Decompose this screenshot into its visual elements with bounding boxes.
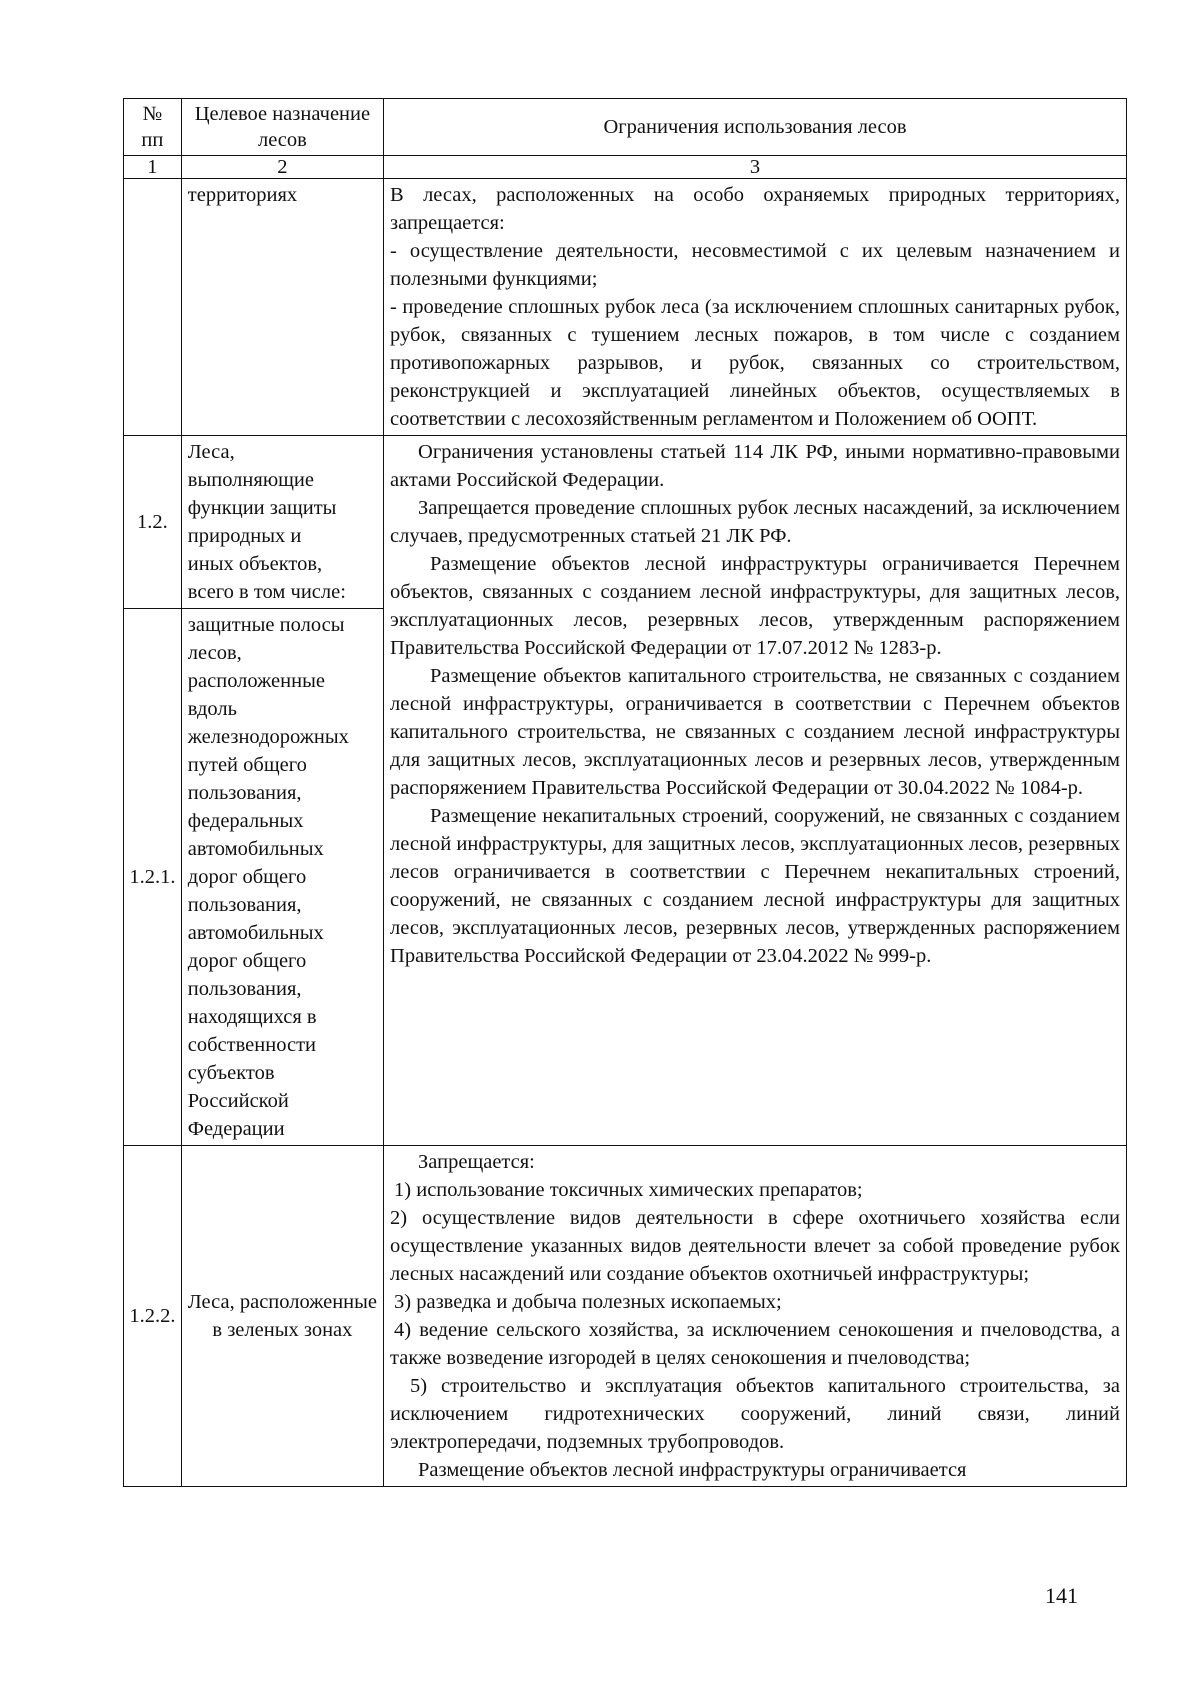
column-number-1: 1 [124, 156, 182, 179]
purpose-line: федеральных [187, 810, 304, 832]
purpose-line: всего в том числе: [187, 581, 346, 603]
restriction-paragraph: - проведение сплошных рубок леса (за исключением сплошных санитарных рубок, рубок, связанных с тушением лесных пожаров, в том числе с созданием противопожарных разрывов, и рубок, связанных со строительством, реконструкцией и эксплуатацией линейных объектов, осуществляемых в соответствии с лесохозяйственным регламентом и Положением об ООПТ. [390, 296, 1120, 430]
table-row [124, 436, 1127, 609]
row-restrictions [384, 1146, 1127, 1487]
column-number-3: 3 [384, 156, 1127, 179]
restriction-paragraph: 5) строительство и эксплуатация объектов капитального строительства, за исключением гидротехнических сооружений, линий связи, линий электропередачи, подземных трубопроводов. [390, 1375, 1120, 1453]
row-number: 1.2.2. [124, 1146, 182, 1487]
restriction-paragraph: Размещение объектов лесной инфраструктуры ограничивается Перечнем объектов, связанных с созданием лесной инфраструктуры, для защитных лесов, эксплуатационных лесов, резервных лесов, утвержденным распоряжением Правительства Российской Федерации от 17.07.2012 № 1283-р. [390, 553, 1120, 659]
purpose-line: железнодорожных [187, 726, 349, 748]
row-number: 1.2. [124, 436, 182, 609]
restriction-paragraph: Запрещается: [418, 1151, 535, 1173]
purpose-line: выполняющие [187, 469, 314, 491]
row-purpose [181, 609, 383, 1146]
header-purpose: Целевое назначение лесов [181, 99, 383, 156]
restriction-paragraph: 4) ведение сельского хозяйства, за исключением сенокошения и пчеловодства, а также возведение изгородей в целях сенокошения и пчеловодства; [390, 1319, 1120, 1369]
merged-restrictions-cell [384, 436, 1127, 1146]
row-purpose: территориях [181, 179, 383, 436]
restriction-paragraph: Размещение некапитальных строений, сооружений, не связанных с созданием лесной инфраструктуры, для защитных лесов, эксплуатационных лесов, резервных лесов ограничивается в соответствии с Перечнем некапитальных строений, сооружений, не связанных с созданием лесной инфраструктуры для защитных лесов, эксплуатационных лесов, резервных лесов, утвержденных распоряжением Правительства Российской Федерации от 23.04.2022 № 999-р. [390, 805, 1120, 967]
purpose-line: пользования, [187, 978, 302, 1000]
purpose-line: субъектов [187, 1062, 275, 1084]
header-restrictions: Ограничения использования лесов [384, 99, 1127, 156]
page-number: 141 [1045, 1583, 1078, 1608]
row-purpose [181, 436, 383, 609]
purpose-line: лесов, [187, 642, 242, 664]
header-number: № пп [124, 99, 182, 156]
purpose-line: собственности [187, 1034, 317, 1056]
purpose-line: автомобильных [187, 838, 324, 860]
purpose-line: путей общего [187, 754, 307, 776]
restriction-paragraph: Размещение объектов капитального строительства, не связанных с созданием лесной инфраструктуры, ограничивается в соответствии с Перечнем объектов капитального строительства, не связанных с созданием лесной инфраструктуры для защитных лесов, эксплуатационных лесов и резервных лесов, утвержденным распоряжением Правительства Российской Федерации от 30.04.2022 № 1084-р. [390, 665, 1120, 799]
purpose-line: расположенные [187, 670, 325, 692]
purpose-line: Российской [187, 1090, 289, 1112]
table-row [124, 179, 1127, 436]
column-number-2: 2 [181, 156, 383, 179]
table-row [124, 1146, 1127, 1487]
purpose-line: вдоль [187, 698, 237, 720]
column-number-row [124, 156, 1127, 179]
row-purpose: Леса, расположенные в зеленых зонах [181, 1146, 383, 1487]
row-restrictions [384, 179, 1127, 436]
row-number: 1.2.1. [124, 609, 182, 1146]
purpose-line: защитные полосы [187, 614, 345, 636]
table-header-row [124, 99, 1127, 156]
purpose-line: пользования, [187, 782, 302, 804]
restriction-paragraph: 2) осуществление видов деятельности в сфере охотничьего хозяйства если осуществление указанных видов деятельности влечет за собой проведение рубок лесных насаждений или создание объектов охотничьей инфраструктуры; [390, 1207, 1120, 1285]
purpose-line: дорог общего [187, 866, 307, 888]
purpose-line: пользования, [187, 894, 302, 916]
restriction-paragraph: Запрещается проведение сплошных рубок лесных насаждений, за исключением случаев, предусмотренных статьей 21 ЛК РФ. [390, 497, 1120, 547]
purpose-line: иных объектов, [187, 553, 323, 575]
purpose-line: Леса, [187, 441, 235, 463]
restriction-paragraph: 3) разведка и добыча полезных ископаемых; [394, 1291, 782, 1313]
purpose-line: дорог общего [187, 950, 307, 972]
restriction-paragraph: Размещение объектов лесной инфраструктуры ограничивается [418, 1459, 967, 1481]
purpose-line: находящихся в [187, 1006, 317, 1028]
restriction-paragraph: В лесах, расположенных на особо охраняемых природных территориях, запрещается: [390, 184, 1120, 234]
purpose-line: Федерации [187, 1118, 285, 1140]
restriction-paragraph: 1) использование токсичных химических препаратов; [394, 1179, 863, 1201]
restriction-paragraph: Ограничения установлены статьей 114 ЛК РФ, иными нормативно-правовыми актами Российской Федерации. [390, 441, 1120, 491]
purpose-line: функции защиты [187, 497, 337, 519]
forest-restrictions-table [123, 98, 1127, 1487]
purpose-line: автомобильных [187, 922, 324, 944]
row-number [124, 179, 182, 436]
purpose-line: природных и [187, 525, 302, 547]
restriction-paragraph: - осуществление деятельности, несовместимой с их целевым назначением и полезными функциями; [390, 240, 1120, 290]
